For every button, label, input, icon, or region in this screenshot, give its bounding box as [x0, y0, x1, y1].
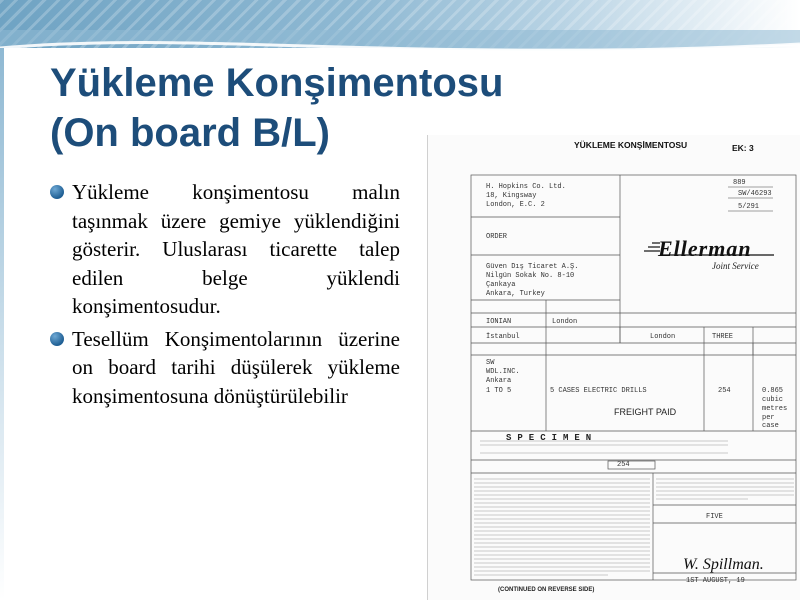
reference-2: 5/291: [738, 203, 760, 211]
notify-line: Çankaya: [486, 281, 516, 289]
measurement-line: 0.865: [762, 387, 784, 395]
shipper-line: H. Hopkins Co. Ltd.: [486, 183, 566, 191]
shipper-line: London, E.C. 2: [486, 201, 545, 209]
ellerman-logo-subtitle: Joint Service: [712, 261, 759, 271]
number-of-originals: THREE: [712, 333, 734, 341]
ellerman-logo: Ellerman: [658, 236, 752, 261]
marks-line: SW: [486, 359, 495, 367]
originals-signed: FIVE: [706, 513, 723, 521]
left-decorative-strip: [0, 48, 4, 600]
measurement-line: metres: [762, 405, 788, 413]
goods-description: 5 CASES ELECTRIC DRILLS: [550, 387, 647, 395]
shipper-line: 18, Kingsway: [486, 192, 537, 200]
bullet-text: Yükleme konşimentosu malın taşınmak üzere gemiye yüklendiğini gösterir. Uluslarası ticarette talep edilen belge yüklendi konşimentosudur.: [72, 180, 400, 318]
gross-weight: 254: [718, 387, 731, 395]
consignee: ORDER: [486, 233, 508, 241]
marks-line: WDL.INC.: [486, 368, 520, 376]
slide-title-line1: Yükleme Konşimentosu: [50, 61, 504, 105]
document-header-title: YÜKLEME KONŞİMENTOSU: [574, 140, 688, 150]
total-kilos: 254: [617, 461, 630, 469]
freight-status: FREIGHT PAID: [614, 407, 677, 417]
notify-line: Ankara, Turkey: [486, 290, 545, 298]
slide-title-line2: (On board B/L): [50, 111, 330, 155]
place-of-delivery: London: [650, 333, 676, 341]
specimen-label: SPECIMEN: [506, 433, 598, 443]
continued-note: (CONTINUED ON REVERSE SIDE): [498, 587, 595, 593]
port-of-discharge: İstanbul: [486, 333, 520, 341]
bullet-text: Tesellüm Konşimentolarının üzerine on board tarihi düşülerek yükleme konşimentosuna dönüştürülebilir: [72, 326, 400, 408]
measurement-line: per: [762, 414, 775, 422]
document-header-ek: EK: 3: [732, 143, 754, 153]
bullet-dot-icon: [50, 185, 64, 199]
vessel-name: IONIAN: [486, 318, 512, 326]
bullet-item: [50, 178, 400, 321]
port-of-loading: London: [552, 318, 578, 326]
reference-1: SW/46293: [738, 190, 772, 198]
bullet-list: [50, 178, 400, 414]
notify-line: Güven Dış Ticaret A.Ş.: [486, 263, 579, 271]
bullet-item: [50, 325, 400, 411]
signature: W. Spillman.: [683, 556, 764, 573]
bullet-dot-icon: [50, 332, 64, 346]
package-numbers: 1 TO 5: [486, 387, 512, 395]
bl-number: 889: [733, 179, 746, 187]
marks-line: Ankara: [486, 377, 512, 385]
notify-line: Nilgün Sokak No. 8-10: [486, 272, 575, 280]
measurement-line: case: [762, 422, 779, 430]
bill-of-lading-image: [427, 135, 800, 600]
measurement-line: cubic: [762, 396, 784, 404]
issue-date: 1ST AUGUST, 19: [686, 577, 745, 585]
